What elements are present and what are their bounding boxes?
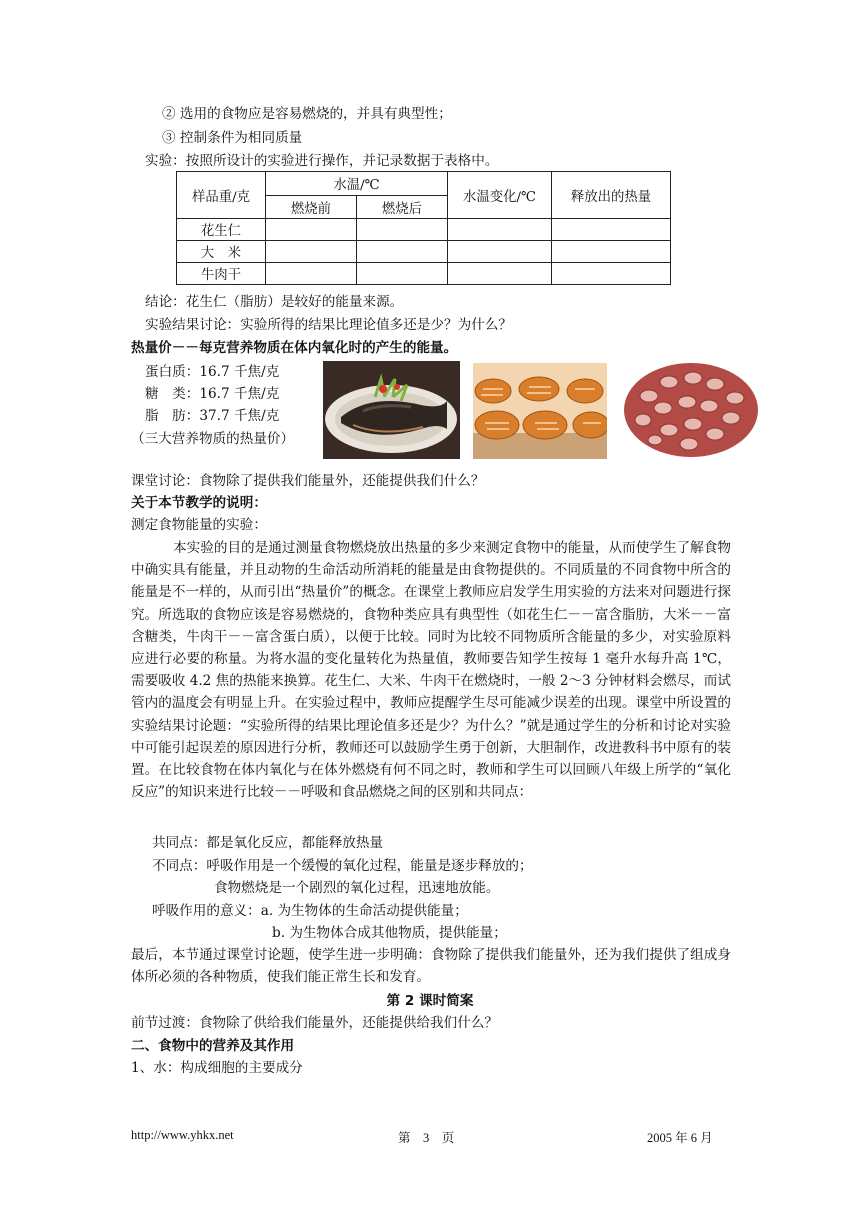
respiration-meaning-b: b. 为生物体合成其他物质，提供能量；	[272, 925, 507, 941]
heat-value-fat: 脂 肪：37.7 千焦/克	[145, 408, 280, 424]
table-cell	[552, 219, 671, 241]
footer-date: 2005 年 6 月	[647, 1131, 713, 1145]
water-item: 1、水：构成细胞的主要成分	[131, 1060, 303, 1076]
table-cell	[357, 263, 448, 285]
header-water-temp: 水温/℃	[266, 172, 448, 196]
class-discussion: 课堂讨论：食物除了提供我们能量外，还能提供我们什么？	[131, 473, 485, 489]
footer-url: http://www.yhkx.net	[131, 1128, 234, 1142]
table-cell	[448, 263, 552, 285]
header-before-burn: 燃烧前	[266, 196, 357, 219]
difference-burning: 食物燃烧是一个剧烈的氧化过程，迅速地放能。	[214, 880, 500, 896]
row-label: 大 米	[177, 241, 266, 263]
table-row	[177, 219, 671, 241]
difference-respiration: 不同点：呼吸作用是一个缓慢的氧化过程，能量是逐步释放的；	[152, 858, 533, 874]
fish-dish-image	[323, 361, 460, 459]
condition-item-2: ② 选用的食物应是容易燃烧的，并具有典型性；	[162, 106, 452, 122]
section-heading: 二、食物中的营养及其作用	[131, 1038, 295, 1054]
footer-page-number: 第 3 页	[398, 1131, 455, 1145]
final-paragraph: 最后，本节通过课堂讨论题，使学生进一步明确：食物除了提供我们能量外，还为我们提供了组成身体所必须的各种物质，使我们能正常生长和发育。	[131, 947, 731, 986]
table-cell	[266, 263, 357, 285]
common-points: 共同点：都是氧化反应，都能释放热量	[152, 835, 384, 851]
table-cell	[552, 241, 671, 263]
table-cell	[266, 241, 357, 263]
table-row	[177, 241, 671, 263]
condition-item-3: ③ 控制条件为相同质量	[162, 130, 303, 146]
body-paragraph: 本实验的目的是通过测量食物燃烧放出热量的多少来测定食物中的能量，从而使学生了解食物中确实具有能量，并且动物的生命活动所消耗的能量是由食物提供的。不同质量的不同食物中所含的能量是不一样的，从而引出“热量价”的概念。在课堂上教师应启发学生用实验的方法来对问题进行探究。所选取的食物应该是容易燃烧的，食物种类应具有典型性（如花生仁－－富含脂肪，大米－－富含糖类，牛肉干－－富含蛋白质），以便于比较。同时为比较不同物质所含能量的多少，对实验原料应进行必要的称量。为将水温的变化量转化为热量值，教师要告知学生按每 1 毫升水每升高 1℃，需要吸收 4.2 焦的热能来换算。花生仁、大米、牛肉干在燃烧时，一般 2～3 分钟材料会燃尽，而试管内的温度会有明显上升。在实验过程中，教师应提醒学生尽可能减少误差的出现。课堂中所设置的实验结果讨论题：“实验所得的结果比理论值多还是少？为什么？”就是通过学生的分析和讨论对实验中可能引起误差的原因进行分析，教师还可以鼓励学生勇于创新，大胆制作，改进教科书中原有的装置。在比较食物在体内氧化与在体外燃烧有何不同之时，教师和学生可以回顾八年级上所学的“氧化反应”的知识来进行比较－－呼吸和食品燃烧之间的区别和共同点：	[131, 540, 731, 801]
heat-value-note: （三大营养物质的热量价）	[131, 431, 295, 447]
teaching-note-title: 关于本节教学的说明：	[131, 495, 267, 511]
row-label: 牛肉干	[177, 263, 266, 285]
header-after-burn: 燃烧后	[357, 196, 448, 219]
measure-experiment-title: 测定食物能量的实验：	[131, 517, 267, 533]
peanuts-image	[623, 362, 759, 458]
table-cell	[448, 241, 552, 263]
table-cell	[357, 219, 448, 241]
heat-value-definition: 热量价－－每克营养物质在体内氧化时的产生的能量。	[131, 340, 458, 356]
conclusion: 结论：花生仁（脂肪）是较好的能量来源。	[145, 294, 404, 310]
bread-rolls-image	[473, 363, 607, 459]
table-cell	[266, 219, 357, 241]
respiration-meaning-a: 呼吸作用的意义：a. 为生物体的生命活动提供能量；	[152, 903, 468, 919]
table-cell	[357, 241, 448, 263]
row-label: 花生仁	[177, 219, 266, 241]
heat-value-sugar: 糖 类：16.7 千焦/克	[145, 386, 280, 402]
header-temp-change: 水温变化/℃	[448, 172, 552, 219]
header-sample: 样品重/克	[177, 172, 266, 219]
table-row	[177, 263, 671, 285]
transition-question: 前节过渡：食物除了供给我们能量外，还能提供给我们什么？	[131, 1015, 499, 1031]
table-cell	[448, 219, 552, 241]
heat-value-protein: 蛋白质：16.7 千焦/克	[145, 364, 280, 380]
lesson2-title: 第 2 课时简案	[386, 993, 474, 1009]
experiment-table	[176, 171, 671, 285]
header-heat-released: 释放出的热量	[552, 172, 671, 219]
table-cell	[552, 263, 671, 285]
experiment-intro: 实验：按照所设计的实验进行操作，并记录数据于表格中。	[145, 153, 499, 169]
discussion-question: 实验结果讨论：实验所得的结果比理论值多还是少？为什么？	[145, 317, 513, 333]
